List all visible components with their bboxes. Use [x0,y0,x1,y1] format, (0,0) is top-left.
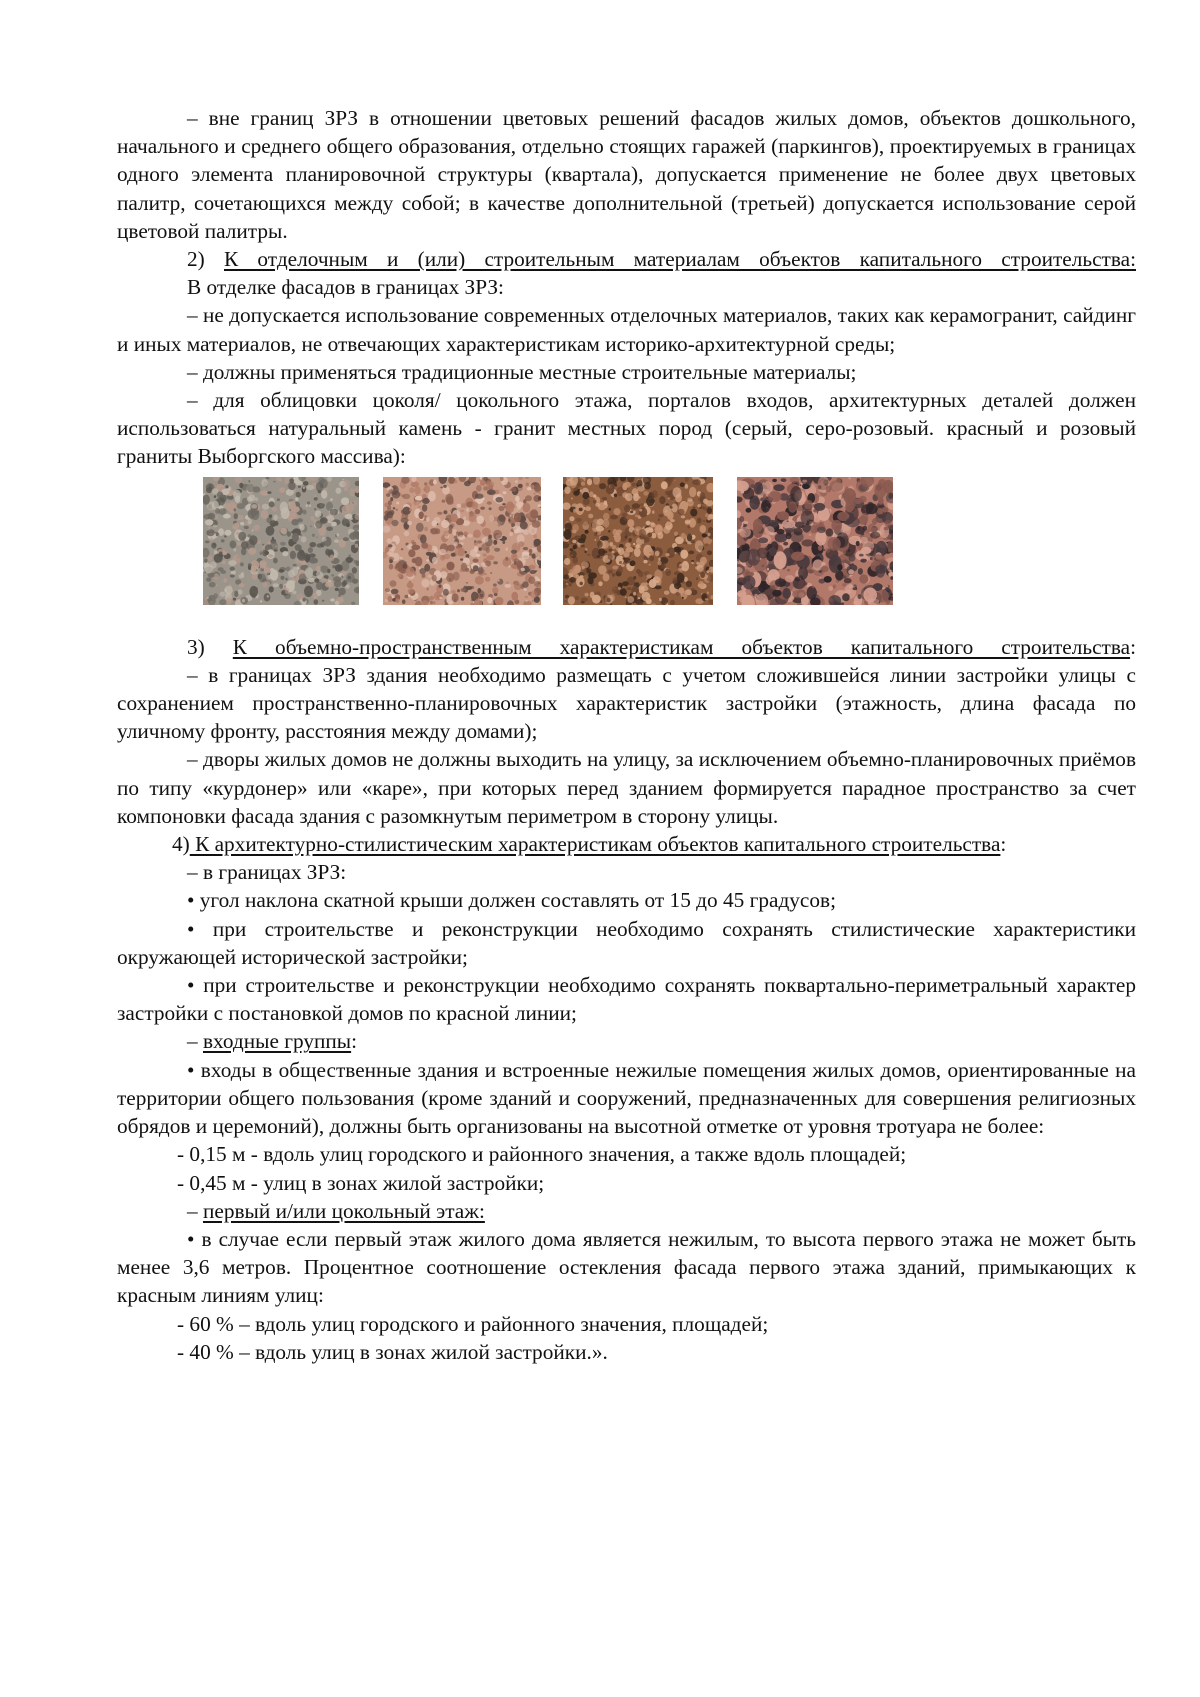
grey-granite-swatch [203,477,359,605]
section-2-heading [117,245,1136,273]
section-3-title: К объемно-пространственным характеристикам объектов капитального строительства [232,634,1131,659]
bullet-stylistic-characteristics: • при строительстве и реконструкции необходимо сохранять стилистические характеристики окружающей исторической застройки; [117,916,1136,969]
section-4-title: К архитектурно-стилистическим характеристикам объектов капитального строительства [189,832,1001,857]
bullet-roof-slope: • угол наклона скатной крыши должен составлять от 15 до 45 градусов; [187,888,837,913]
section-3-colon: : [1130,634,1136,659]
first-floor-dash: – [187,1198,203,1223]
paragraph-color-palettes: – вне границ ЗРЗ в отношении цветовых решений фасадов жилых домов, объектов дошкольного, начального и среднего общего образования, отдельно стоящих гаражей (паркингов), проектируемых в границах одного элемента планировочной структуры (квартала), допускается применение не более двух цветовых палитр, сочетающихся между собой; в качестве дополнительной (третьей) допускается использование серой цветовой палитры. [117,106,1136,243]
entrance-groups-title: входные группы [202,1029,352,1054]
bullet-first-floor-height: • в случае если первый этаж жилого дома является нежилым, то высота первого этажа не может быть менее 3,6 метров. Процентное соотношение остекления фасада первого этажа зданий, примыкающих к красным линиям улиц: [117,1226,1136,1308]
bullet-entrance-height: • входы в общественные здания и встроенные нежилые помещения жилых домов, ориентированные на территории общего пользования (кроме зданий и сооружений, предназначенных для совершения религиозных обрядов и церемоний), должны быть организованы на высотной отметке от уровня тротуара не более: [117,1057,1136,1139]
section-2-title: К отделочным и (или) строительным материалам объектов капитального строительства: [223,247,1136,272]
paragraph-entrance-groups [117,1027,1136,1055]
item-glazing-60: - 60 % – вдоль улиц городского и районного значения, площадей; [177,1311,769,1336]
paragraph-building-line: – в границах ЗРЗ здания необходимо размещать с учетом сложившейся линии застройки улицы с сохранением пространственно-планировочных характеристик застройки (этажность, длина фасада по уличному фронту, расстояния между домами); [117,662,1136,744]
section-3-number: 3) [187,634,233,659]
bullet-perimeter-development: • при строительстве и реконструкции необходимо сохранять поквартально-периметральный характер застройки с постановкой домов по красной линии; [117,973,1136,1026]
paragraph-no-modern-materials: – не допускается использование современных отделочных материалов, таких как керамогранит, сайдинг и иных материалов, не отвечающих характеристикам историко-архитектурной среды; [117,303,1136,356]
pink-granite-swatch [737,477,893,605]
paragraph-facade-finish: В отделке фасадов в границах ЗРЗ: [187,275,504,300]
paragraph-traditional-materials: – должны применяться традиционные местные строительные материалы; [187,359,857,384]
paragraph-natural-stone: – для облицовки цоколя/ цокольного этажа, порталов входов, архитектурных деталей должен использоваться натуральный камень - гранит местных пород (серый, серо-розовый. красный и розовый граниты Выборгского массива): [117,388,1136,469]
item-height-045: - 0,45 м - улиц в зонах жилой застройки; [177,1170,545,1195]
grey-pink-granite-swatch [383,477,541,605]
item-glazing-40: - 40 % – вдоль улиц в зонах жилой застройки.». [177,1339,608,1364]
entrance-groups-dash: – [187,1029,203,1054]
section-2-number: 2) [187,247,224,272]
paragraph-first-floor [117,1197,1136,1225]
paragraph-courtyards: – дворы жилых домов не должны выходить на улицу, за исключением объемно-планировочных приёмов по типу «курдонер» или «каре», при которых перед зданием формируется парадное пространство за счет компоновки фасада здания с разомкнутым периметром в сторону улицы. [117,747,1136,828]
section-4-heading [117,830,1136,858]
first-floor-title: первый и/или цокольный этаж: [202,1198,485,1223]
paragraph-within-zrz: – в границах ЗРЗ: [187,860,347,885]
section-4-colon: : [1000,832,1007,857]
section-3-heading [117,633,1136,661]
red-granite-swatch [563,477,713,605]
document-page [117,104,1136,1366]
granite-samples [117,477,1136,605]
section-4-number: 4) [172,832,190,857]
item-height-015: - 0,15 м - вдоль улиц городского и районного значения, а также вдоль площадей; [177,1142,907,1167]
entrance-groups-colon: : [351,1029,358,1054]
